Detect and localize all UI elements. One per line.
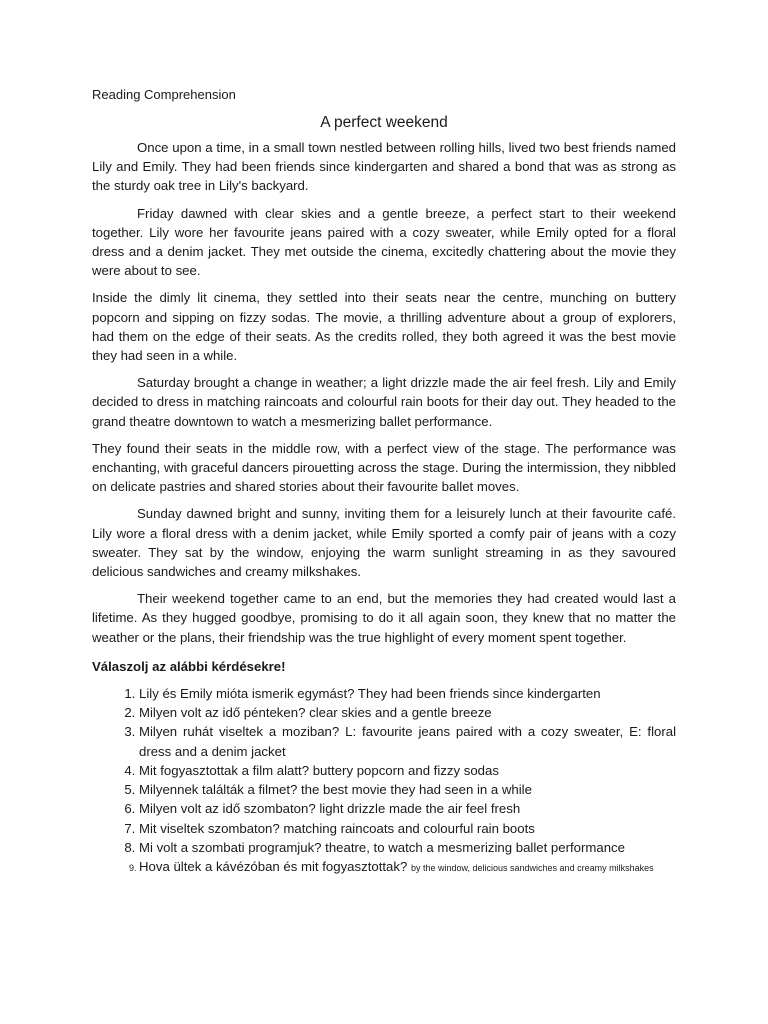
answer-text: light drizzle made the air feel fresh — [319, 801, 521, 817]
answer-text: by the window, delicious sandwiches and creamy milkshakes — [410, 862, 654, 873]
questions-heading: Válaszolj az alábbi kérdésekre! — [92, 658, 286, 674]
question-text: Mit viseltek szombaton? — [139, 820, 280, 836]
document-header: Reading Comprehension — [92, 87, 236, 102]
question-item — [139, 761, 676, 780]
story-paragraph: Saturday brought a change in weather; a light drizzle made the air feel fresh. Lily and Emily decided to dress in matching raincoats and colourful rain boots for their day out. They headed to the grand theatre downtown to watch a mesmerizing ballet performance. — [92, 375, 676, 429]
question-item — [139, 722, 676, 760]
question-text: Milyen ruhát viseltek a moziban? — [139, 724, 340, 740]
story-paragraph: They found their seats in the middle row, with a perfect view of the stage. The performance was enchanting, with graceful dancers pirouetting across the stage. During the intermission, they nibbled on delicate pastries and shared stories about their favourite ballet moves. — [92, 440, 676, 495]
question-text: Milyennek találták a filmet? — [139, 782, 298, 798]
document-title: A perfect weekend — [320, 114, 448, 131]
question-item — [139, 857, 676, 876]
question-item — [139, 799, 676, 818]
story-paragraph: Sunday dawned bright and sunny, inviting them for a leisurely lunch at their favourite café. Lily wore a floral dress with a denim jacket, while Emily sported a comfy pair of jeans with a cozy sweater. They sat by the window, enjoying the warm sunlight streaming in as they savoured delicious sandwiches and creamy milkshakes. — [92, 506, 676, 580]
answer-text: They had been friends since kindergarten — [357, 686, 601, 702]
question-item — [139, 780, 676, 799]
story-paragraph: Once upon a time, in a small town nestled between rolling hills, lived two best friends named Lily and Emily. They had been friends since kindergarten and shared a bond that was as strong as the sturdy oak tree in Lily's backyard. — [92, 140, 676, 194]
answer-text: buttery popcorn and fizzy sodas — [312, 762, 499, 778]
question-text: Milyen volt az idő szombaton? — [139, 801, 316, 817]
answer-text: theatre, to watch a mesmerizing ballet performance — [325, 839, 625, 855]
question-item — [139, 684, 676, 703]
answer-text: the best movie they had seen in a while — [301, 782, 532, 798]
question-text: Milyen volt az idő pénteken? — [139, 705, 306, 721]
story-paragraph: Friday dawned with clear skies and a gentle breeze, a perfect start to their weekend together. Lily wore her favourite jeans paired with a cozy sweater, while Emily opted for a floral dress and a denim jacket. They met outside the cinema, excitedly chattering about the movie they were about to see. — [92, 205, 676, 279]
question-item — [139, 703, 676, 722]
question-list — [92, 684, 676, 876]
question-text: Hova ültek a kávézóban és mit fogyasztottak? — [139, 858, 408, 874]
story-paragraph: Inside the dimly lit cinema, they settled into their seats near the centre, munching on buttery popcorn and sipping on fizzy sodas. The movie, a thrilling adventure about a group of explorers, had them on the edge of their seats. As the credits rolled, they both agreed it was the best movie they had seen in a while. — [92, 290, 676, 364]
question-item — [139, 819, 676, 838]
question-text: Mi volt a szombati programjuk? — [139, 839, 322, 855]
answer-text: L: favourite jeans paired with a cozy sweater, E: floral dress and a denim jacket — [139, 724, 677, 759]
story-body — [92, 138, 676, 647]
question-item — [139, 838, 676, 857]
answer-text: clear skies and a gentle breeze — [309, 705, 492, 721]
answer-text: matching raincoats and colourful rain boots — [283, 820, 535, 836]
question-text: Mit fogyasztottak a film alatt? — [139, 762, 310, 778]
story-paragraph: Their weekend together came to an end, but the memories they had created would last a lifetime. As they hugged goodbye, promising to do it all again soon, they knew that no matter the weather or the plans, their friendship was the true highlight of every moment spent together. — [92, 591, 676, 645]
question-text: Lily és Emily mióta ismerik egymást? — [139, 686, 355, 702]
